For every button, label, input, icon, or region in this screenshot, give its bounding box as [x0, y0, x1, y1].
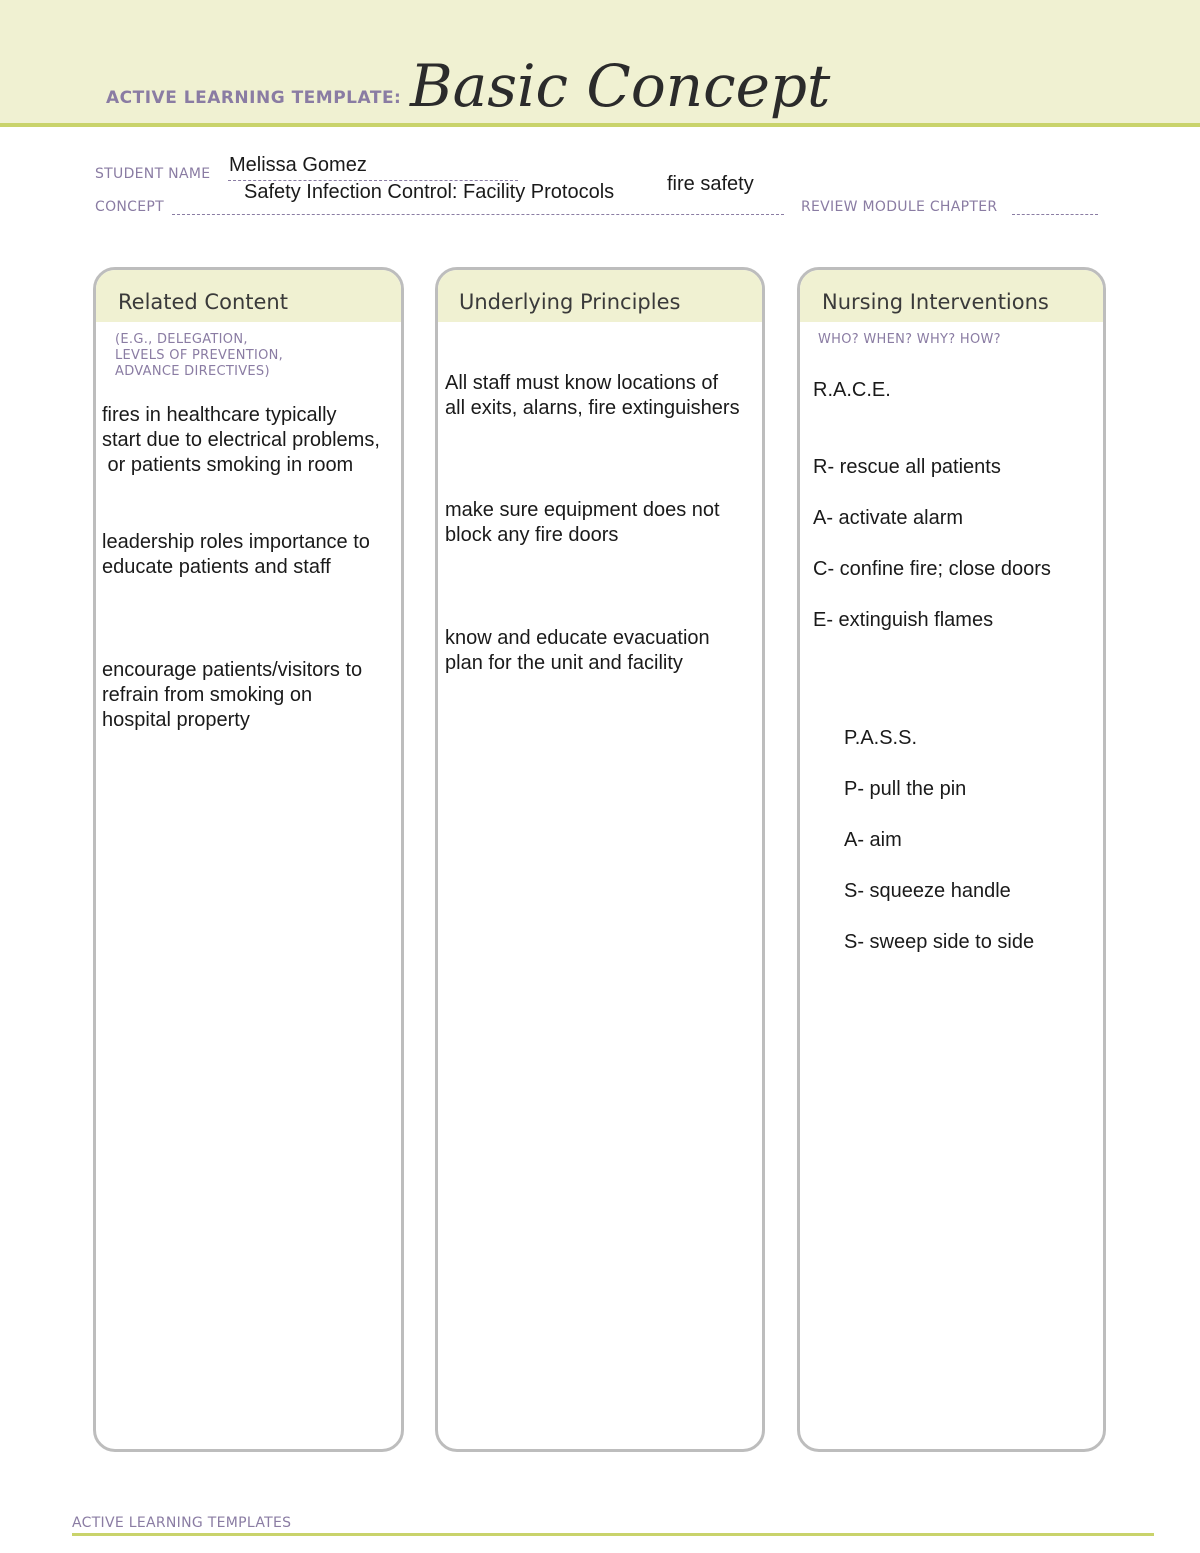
review-chapter-field[interactable]: fire safety [667, 173, 754, 195]
nursing-interventions-subtitle: WHO? WHEN? WHY? HOW? [818, 332, 1001, 347]
race-title[interactable]: R.A.C.E. [813, 379, 891, 401]
pass-item[interactable]: S- sweep side to side [844, 931, 1035, 953]
related-content-panel [93, 267, 404, 1452]
pass-title[interactable]: P.A.S.S. [844, 727, 918, 749]
underlying-principles-title: Underlying Principles [459, 290, 681, 314]
principle-note[interactable]: know and educate evacuation plan for the unit and facility [445, 627, 710, 674]
nursing-interventions-panel [797, 267, 1106, 1452]
concept-line [172, 214, 784, 215]
related-note[interactable]: fires in healthcare typically start due to electrical problems, or patients smoking in room [102, 404, 380, 476]
review-chapter-label: REVIEW MODULE CHAPTER [801, 199, 998, 215]
related-note[interactable]: leadership roles importance to educate patients and staff [102, 531, 370, 578]
page-title: Basic Concept [410, 52, 831, 120]
footer-rule [72, 1533, 1154, 1536]
subtitle-line: (E.G., DELEGATION, [115, 332, 248, 347]
pass-item[interactable]: P- pull the pin [844, 778, 967, 800]
subtitle-line: LEVELS OF PREVENTION, [115, 348, 284, 363]
pass-item[interactable]: A- aim [844, 829, 902, 851]
subtitle-line: ADVANCE DIRECTIVES) [115, 364, 270, 379]
related-content-title: Related Content [118, 290, 288, 314]
race-item[interactable]: R- rescue all patients [813, 456, 1001, 478]
review-chapter-line [1012, 214, 1098, 215]
principle-note[interactable]: make sure equipment does not block any fire doors [445, 499, 720, 546]
pass-item[interactable]: S- squeeze handle [844, 880, 1011, 902]
header-rule [0, 123, 1200, 127]
related-content-subtitle [115, 332, 283, 380]
concept-label: CONCEPT [95, 199, 164, 215]
principle-note[interactable]: All staff must know locations of all exits, alarns, fire extinguishers [445, 372, 740, 419]
concept-field[interactable]: Safety Infection Control: Facility Protocols [244, 181, 615, 203]
race-item[interactable]: E- extinguish flames [813, 609, 994, 631]
nursing-interventions-title: Nursing Interventions [822, 290, 1049, 314]
race-item[interactable]: A- activate alarm [813, 507, 964, 529]
template-label: ACTIVE LEARNING TEMPLATE: [106, 88, 402, 108]
footer-label: ACTIVE LEARNING TEMPLATES [72, 1515, 292, 1531]
student-name-field[interactable]: Melissa Gomez [229, 154, 367, 176]
student-name-label: STUDENT NAME [95, 166, 211, 182]
related-note[interactable]: encourage patients/visitors to refrain from smoking on hospital property [102, 659, 363, 731]
underlying-principles-panel [435, 267, 765, 1452]
race-item[interactable]: C- confine fire; close doors [813, 558, 1051, 580]
